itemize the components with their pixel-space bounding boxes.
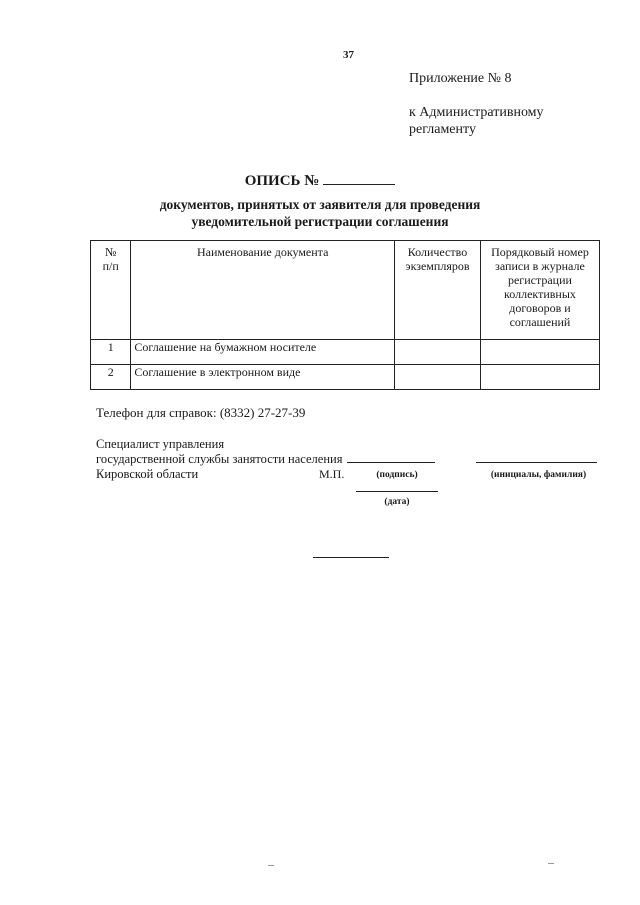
page-number: 37	[343, 49, 354, 61]
initials-line	[476, 462, 597, 463]
header-count: Количество экземпляров	[395, 241, 481, 340]
document-title-block	[0, 172, 640, 230]
row-count	[395, 365, 481, 390]
header-num	[91, 241, 131, 340]
scan-mark	[268, 865, 274, 866]
row-num: 1	[91, 340, 131, 365]
initials-caption: (инициалы, фамилия)	[490, 470, 587, 480]
document-subtitle	[0, 196, 640, 230]
header-journal: Порядковый номер записи в журнале регистрации коллективных договоров и соглашений	[480, 241, 599, 340]
row-journal	[480, 365, 599, 390]
table-row	[91, 340, 600, 365]
document-title-text: ОПИСЬ №	[244, 173, 320, 189]
date-caption: (дата)	[384, 497, 410, 507]
date-line	[356, 491, 438, 492]
table-header-row	[91, 241, 600, 340]
row-name: Соглашение в электронном виде	[131, 365, 395, 390]
scan-mark	[548, 863, 554, 864]
row-journal	[480, 340, 599, 365]
table-row	[91, 365, 600, 390]
header-num-line2: п/п	[102, 259, 119, 273]
header-name: Наименование документа	[131, 241, 395, 340]
phone-info: Телефон для справок: (8332) 27-27-39	[96, 405, 306, 420]
signature-caption: (подпись)	[376, 470, 418, 480]
subtitle-line1: документов, принятых от заявителя для проведения	[159, 197, 481, 212]
regulation-reference	[409, 104, 599, 138]
row-num: 2	[91, 365, 131, 390]
document-title	[0, 172, 640, 190]
specialist-line1: Специалист управления	[96, 437, 225, 451]
end-separator-line	[313, 557, 389, 558]
specialist-line2: государственной службы занятости населения	[96, 452, 343, 466]
row-name: Соглашение на бумажном носителе	[131, 340, 395, 365]
row-count	[395, 340, 481, 365]
stamp-label: М.П.	[319, 467, 345, 481]
subtitle-line2: уведомительной регистрации соглашения	[191, 214, 449, 229]
specialist-line3: Кировской области	[96, 467, 199, 481]
inventory-number-blank	[323, 172, 395, 185]
signature-line	[347, 462, 435, 463]
regulation-reference-line2: регламенту	[409, 122, 476, 137]
appendix-label: Приложение № 8	[409, 71, 512, 86]
regulation-reference-line1: к Административному	[409, 105, 544, 120]
documents-table	[90, 240, 600, 390]
header-num-line1: №	[104, 245, 117, 259]
specialist-block	[96, 437, 345, 482]
